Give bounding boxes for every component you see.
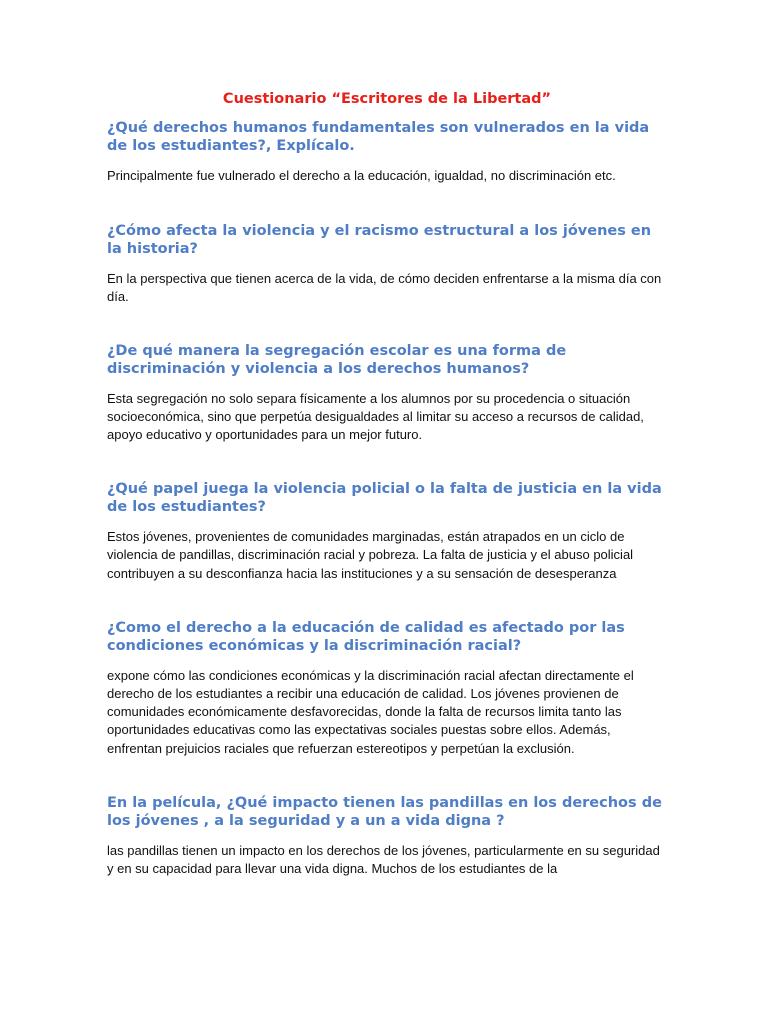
answer-paragraph: En la perspectiva que tienen acerca de la vida, de cómo deciden enfrentarse a la misma día con día. (107, 271, 662, 305)
question-heading: ¿Qué papel juega la violencia policial o la falta de justicia en la vida de los estudiantes? (107, 481, 662, 516)
question-heading: ¿Qué derechos humanos fundamentales son vulnerados en la vida de los estudiantes?, Explícalo. (107, 120, 650, 154)
answer-paragraph: Principalmente fue vulnerado el derecho a la educación, igualdad, no discriminación etc. (107, 168, 616, 183)
question-heading: En la película, ¿Qué impacto tienen las pandillas en los derechos de los jóvenes , a la seguridad y a un a vida digna ? (107, 794, 662, 829)
document-content (107, 89, 667, 878)
question-heading: ¿De qué manera la segregación escolar es una forma de discriminación y violencia a los derechos humanos? (107, 342, 567, 377)
qa-item (107, 619, 667, 758)
qa-item (107, 222, 667, 306)
qa-item (107, 480, 667, 583)
qa-item (107, 794, 667, 878)
question-heading: ¿Cómo afecta la violencia y el racismo estructural a los jóvenes en la historia? (107, 223, 652, 258)
answer-paragraph: Esta segregación no solo separa físicamente a los alumnos por su procedencia o situación socioeconómica, sino que perpetúa desigualdades al limitar su acceso a recursos de calidad, apoyo educativo y oportunidades para un mejor futuro. (107, 390, 644, 443)
answer-paragraph: expone cómo las condiciones económicas y la discriminación racial afectan directamente el derecho de los estudiantes a recibir una educación de calidad. Los jóvenes provienen de comunidades económicamente desfavorecidas, donde la falta de recursos limita tanto las oportunidades educativas como las expectativas sociales puestas sobre ellos. Además, enfrentan prejuicios raciales que refuerzan estereotipos y perpetúan la exclusión. (107, 667, 634, 756)
question-heading: ¿Como el derecho a la educación de calidad es afectado por las condiciones económicas y la discriminación racial? (107, 619, 625, 654)
qa-item (107, 119, 667, 185)
answer-paragraph: Estos jóvenes, provenientes de comunidades marginadas, están atrapados en un ciclo de violencia de pandillas, discriminación racial y pobreza. La falta de justicia y el abuso policial contribuyen a su desconfianza hacia las instituciones y a su sensación de desesperanza (107, 529, 634, 581)
document-title: Cuestionario “Escritores de la Libertad” (222, 91, 552, 107)
answer-paragraph: las pandillas tienen un impacto en los derechos de los jóvenes, particularmente en su seguridad y en su capacidad para llevar una vida digna. Muchos de los estudiantes de la (107, 842, 660, 877)
qa-item (107, 342, 667, 445)
